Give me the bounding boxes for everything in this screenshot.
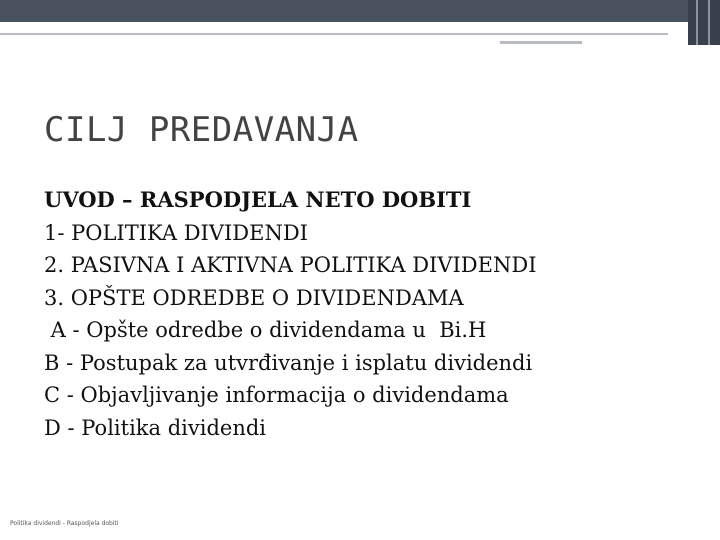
list-item: C - Objavljivanje informacija o dividendama [44, 383, 509, 407]
slide-content-list [44, 184, 704, 444]
slide-title: CILJ PREDAVANJA [44, 110, 359, 150]
list-item: 1- POLITIKA DIVIDENDI [44, 220, 308, 245]
header-divider-line [0, 33, 668, 35]
header-corner-accent [688, 0, 720, 45]
slide-footer: Politika dividendi - Raspodjela dobiti [10, 520, 119, 527]
accent-stripe [696, 0, 698, 45]
top-header-band [0, 0, 720, 22]
list-item: D - Politika dividendi [44, 415, 267, 440]
list-item: 3. OPŠTE ODREDBE O DIVIDENDAMA [44, 285, 464, 310]
list-item: B - Postupak za utvrđivanje i isplatu dividendi [44, 350, 533, 375]
list-item-intro: UVOD – RASPODJELA NETO DOBITI [44, 187, 472, 212]
list-item: 2. PASIVNA I AKTIVNA POLITIKA DIVIDENDI [44, 253, 537, 277]
header-accent-line [500, 41, 582, 44]
accent-stripe [708, 0, 710, 45]
list-item: A - Opšte odredbe o dividendama u Bi.H [44, 318, 487, 342]
